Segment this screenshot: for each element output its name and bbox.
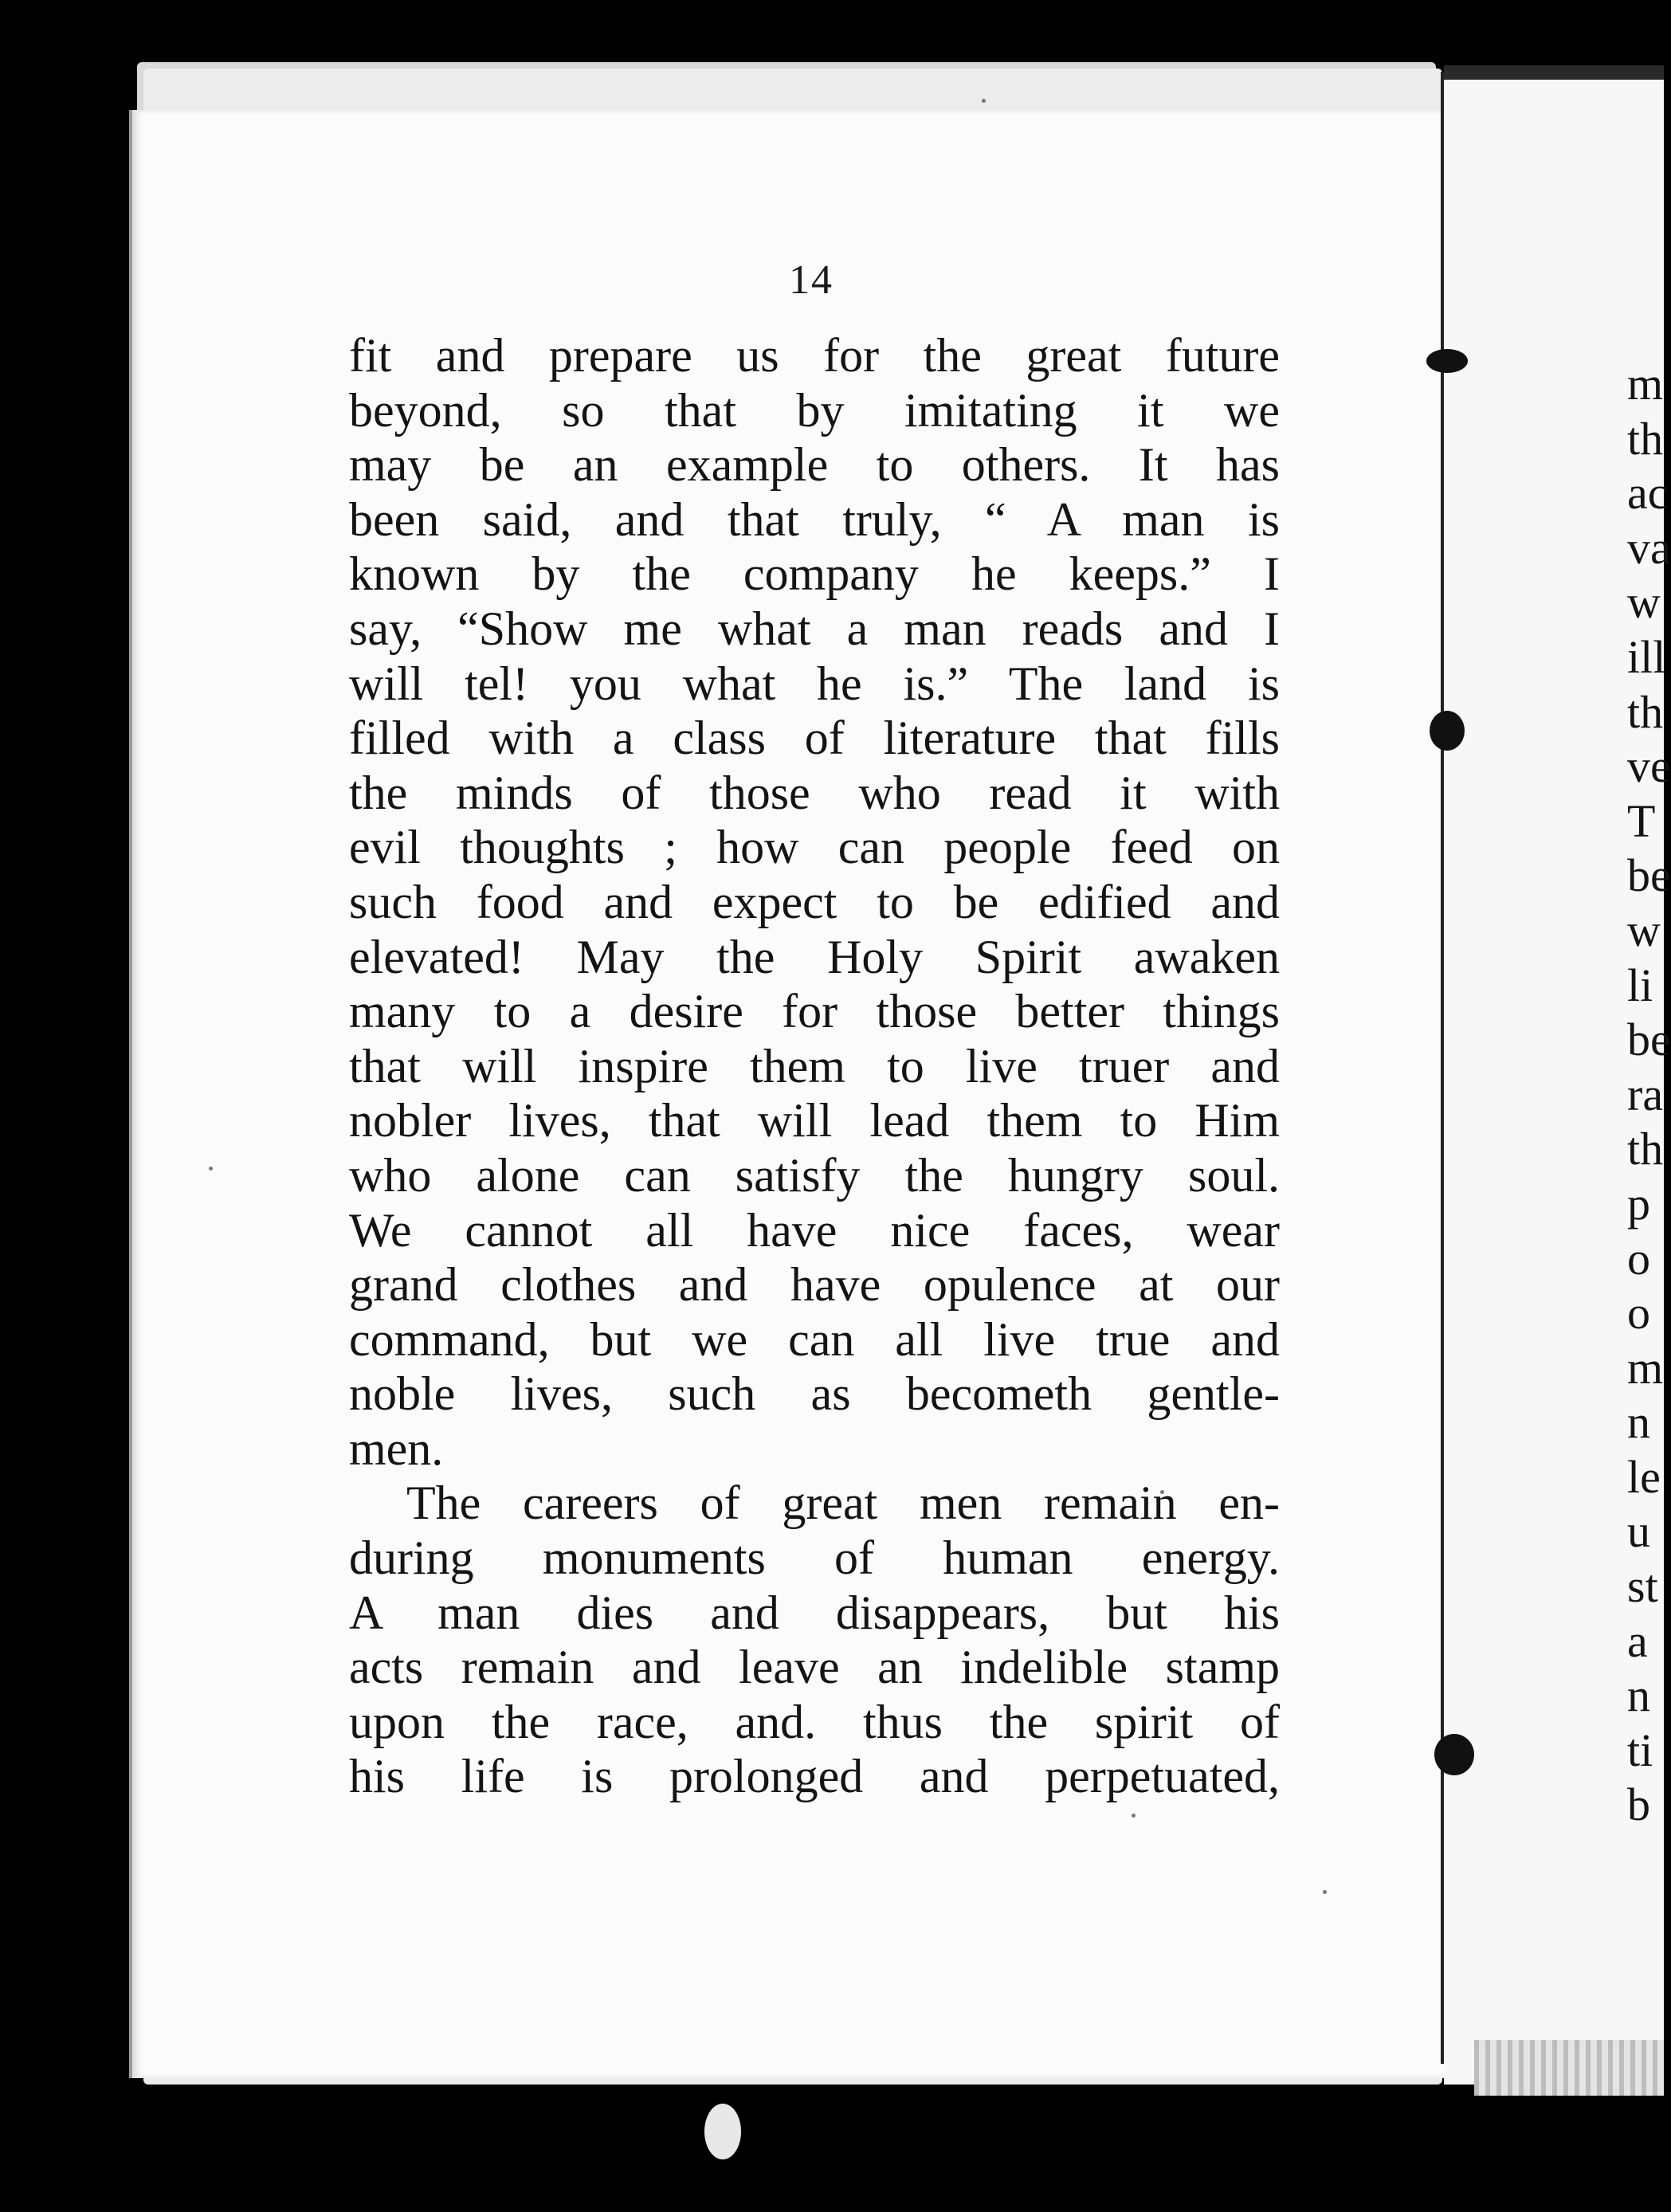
right-page-line: T <box>1627 794 1656 847</box>
right-page-bottom-edge <box>1474 2040 1664 2096</box>
text-line: many to a desire for those better things <box>349 985 1280 1038</box>
binding-blot <box>1434 1734 1474 1775</box>
right-page-line: o <box>1627 1287 1650 1339</box>
text-line: fit and prepare us for the great future <box>349 329 1280 382</box>
right-page-line: th <box>1627 412 1664 465</box>
text-line: been said, and that truly, “ A man is <box>349 492 1280 546</box>
right-page-line: ill <box>1627 630 1666 683</box>
right-page-line: th <box>1627 1123 1664 1175</box>
text-line: grand clothes and have opulence at our <box>349 1258 1280 1312</box>
text-line: may be an example to others. It has <box>349 438 1280 492</box>
right-page-line: a <box>1627 1614 1648 1667</box>
text-line: the minds of those who read it with <box>349 766 1280 819</box>
page-number: 14 <box>789 257 834 303</box>
text-line: men. <box>349 1422 444 1475</box>
text-line: noble lives, such as becometh gentle- <box>349 1367 1280 1421</box>
text-line: nobler lives, that will lead them to Him <box>349 1094 1280 1147</box>
binding-blot <box>1430 711 1465 751</box>
right-page-line: ve <box>1627 740 1671 793</box>
right-page-line: be <box>1627 849 1671 902</box>
text-line: We cannot all have nice faces, wear <box>349 1203 1280 1257</box>
right-page-line: st <box>1627 1560 1658 1613</box>
speck <box>982 99 986 103</box>
speck <box>1132 1814 1136 1818</box>
right-page-line: ti <box>1627 1724 1653 1776</box>
binding-blot <box>1426 349 1468 373</box>
right-page-line: va <box>1627 521 1671 574</box>
paper-tear <box>704 2104 741 2159</box>
right-page-line: w <box>1627 576 1661 629</box>
right-page-line: be <box>1627 1014 1671 1066</box>
right-page-line: li <box>1627 959 1653 1011</box>
right-page-line: m <box>1627 358 1664 410</box>
right-page-line: m <box>1627 1341 1664 1394</box>
text-line: that will inspire them to live truer and <box>349 1039 1280 1092</box>
text-line: who alone can satisfy the hungry soul. <box>349 1148 1280 1202</box>
right-page-line: le <box>1627 1450 1661 1503</box>
right-page-text <box>1627 357 1671 1833</box>
text-line: such food and expect to be edified and <box>349 875 1280 928</box>
text-line: his life is prolonged and perpetuated, <box>349 1750 1280 1803</box>
right-page-line: w <box>1627 904 1661 956</box>
right-page-line: n <box>1627 1669 1650 1722</box>
speck <box>1323 1890 1327 1894</box>
text-line: known by the company he keeps.” I <box>349 547 1280 601</box>
text-line: evil thoughts ; how can people feed on <box>349 821 1280 874</box>
right-page-line: p <box>1627 1177 1650 1230</box>
text-line: elevated! May the Holy Spirit awaken <box>349 930 1280 983</box>
body-text <box>349 328 1280 1804</box>
right-page-line: ra <box>1627 1068 1664 1120</box>
text-line: during monuments of human energy. <box>349 1532 1280 1585</box>
text-line: will tel! you what he is.” The land is <box>349 657 1280 710</box>
speck <box>209 1167 213 1171</box>
text-line: filled with a class of literature that fills <box>349 712 1280 765</box>
text-line: acts remain and leave an indelible stamp <box>349 1641 1280 1694</box>
text-line: say, “Show me what a man reads and I <box>349 602 1280 655</box>
right-page-top-edge <box>1444 65 1664 80</box>
right-page-line: n <box>1627 1396 1650 1449</box>
text-line: beyond, so that by imitating it we <box>349 383 1280 437</box>
text-line: The careers of great men remain en- <box>406 1477 1280 1530</box>
text-line: A man dies and disappears, but his <box>349 1586 1280 1639</box>
right-page-line: ac <box>1627 467 1669 520</box>
text-line: command, but we can all live true and <box>349 1312 1280 1366</box>
text-line: upon the race, and. thus the spirit of <box>349 1695 1280 1748</box>
right-page-line: th <box>1627 685 1664 738</box>
right-page-line: o <box>1627 1232 1650 1284</box>
right-page-line: b <box>1627 1779 1650 1831</box>
right-page-line: u <box>1627 1505 1650 1558</box>
